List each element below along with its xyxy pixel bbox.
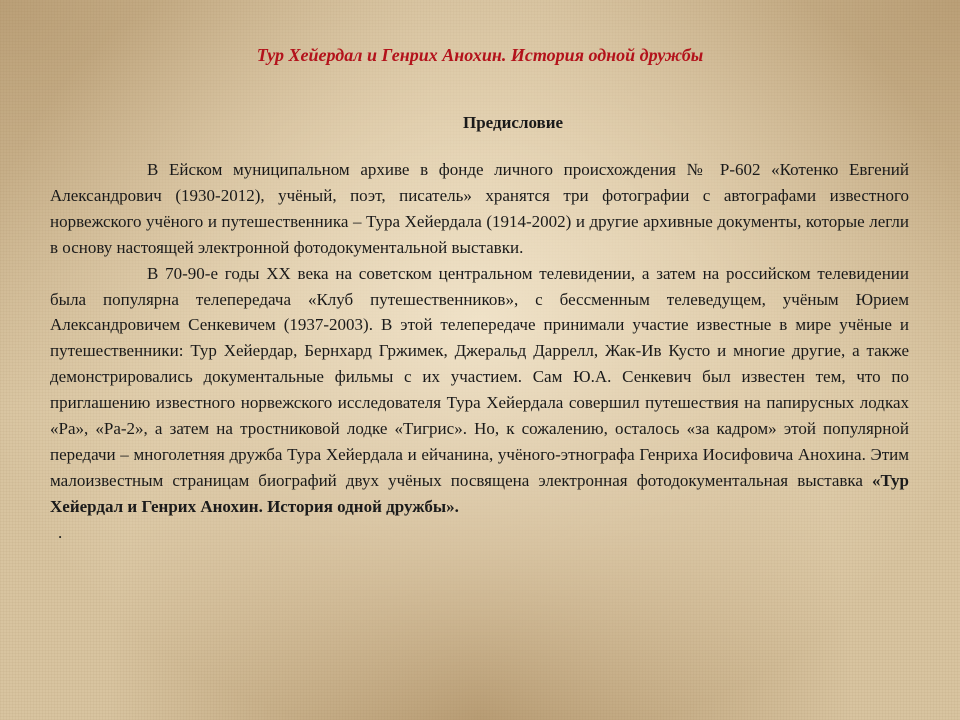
body-text (50, 157, 909, 546)
trailing-dot: . (58, 522, 63, 542)
exhibition-title-bold: «Тур Хейердал и Генрих Анохин. История одной дружбы». (50, 470, 909, 516)
section-heading: Предисловие (463, 113, 564, 132)
paragraph-2-text: В 70-90-е годы XX века на советском центральном телевидении, а затем на российском телевидении была популярна телепередача «Клуб путешественников», с бессменным телеведущем, учёным Юрием Александровичем Сенкевичем (1937-2003). В этой телепередаче принимали участие известные в мире учёные и путешественники: Тур Хейердар, Бернхард Гржимек, Джеральд Даррелл, Жак-Ив Кусто и многие другие, а также демонстрировались документальные фильмы с их участием. Сам Ю.А. Сенкевич был известен тем, что по приглашению известного норвежского исследователя Тура Хейердала совершил путешествия на папирусных лодках «Ра», «Ра-2», а затем на тростниковой лодке «Тигрис». Но, к сожалению, осталось «за кадром» этой популярной передачи – многолетняя дружба Тура Хейердала и ейчанина, учёного-этнографа Генриха Иосифовича Анохина. Этим малоизвестным страницам биографий двух учёных посвящена электронная фотодокументальная выставка (50, 263, 909, 490)
paragraph-1: В Ейском муниципальном архиве в фонде личного происхождения № Р-602 «Котенко Евгений Александрович (1930-2012), учёный, поэт, писатель» хранятся три фотографии с автографами известного норвежского учёного и путешественника – Тура Хейердала (1914-2002) и другие архивные документы, которые легли в основу настоящей электронной фотодокументальной выставки. (50, 160, 909, 257)
paragraph-2 (50, 261, 909, 520)
slide-title: Тур Хейердал и Генрих Анохин. История одной дружбы (256, 45, 704, 65)
